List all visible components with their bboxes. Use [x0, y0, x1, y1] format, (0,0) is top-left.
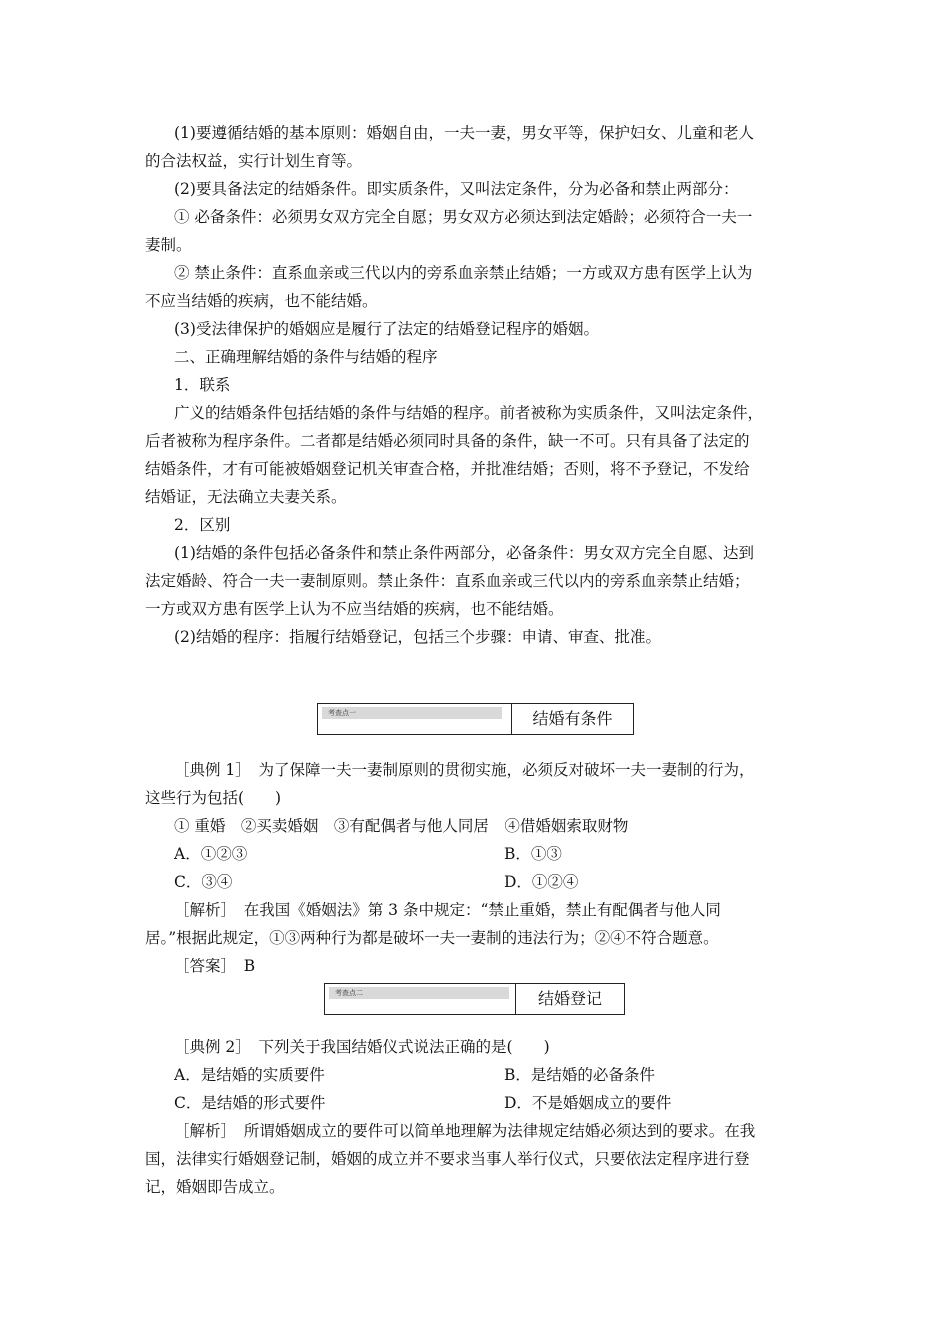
example-1-analysis: ［解析］ 在我国《婚姻法》第 3 条中规定：“禁止重婚，禁止有配偶者与他人同 — [174, 901, 721, 919]
prohibited-condition-cont: 不应当结婚的疾病，也不能结婚。 — [145, 292, 378, 310]
kaodian-1-box — [317, 703, 634, 735]
connection-para-l4: 结婚证，无法确立夫妻关系。 — [145, 488, 347, 506]
example-2-option-b: B．是结婚的必备条件 — [504, 1066, 655, 1084]
connection-para-l3: 结婚条件，才有可能被婚姻登记机关审查合格，并批准结婚；否则，将不予登记，不发给 — [145, 460, 750, 478]
example-1-question: ［典例 1］ 为了保障一夫一妻制原则的贯彻实施，必须反对破坏一夫一妻制的行为， — [174, 761, 755, 779]
procedure-para: (2)结婚的程序：指履行结婚登记，包括三个步骤：申请、审查、批准。 — [174, 628, 661, 646]
protected-marriage-item-3: (3)受法律保护的婚姻应是履行了法定的结婚登记程序的婚姻。 — [174, 320, 599, 338]
difference-para: (1)结婚的条件包括必备条件和禁止条件两部分，必备条件：男女双方完全自愿、达到 — [174, 544, 754, 562]
example-2-option-a: A．是结婚的实质要件 — [174, 1066, 325, 1084]
example-1-answer: ［答案］ B — [174, 957, 256, 975]
connection-para-l2: 后者被称为程序条件。二者都是结婚必须同时具备的条件，缺一不可。只有具备了法定的 — [145, 432, 750, 450]
example-2-option-d: D．不是婚姻成立的要件 — [504, 1094, 672, 1112]
condition-item-2: (2)要具备法定的结婚条件。即实质条件，又叫法定条件，分为必备和禁止两部分： — [174, 180, 739, 198]
kaodian-2-title: 结婚登记 — [537, 989, 602, 1008]
example-1-question-l2: 这些行为包括( ) — [145, 789, 282, 807]
section-heading: 二、正确理解结婚的条件与结婚的程序 — [174, 348, 438, 366]
example-2-option-c: C．是结婚的形式要件 — [174, 1094, 326, 1112]
required-condition-cont: 妻制。 — [145, 236, 192, 254]
kaodian-1-title: 结婚有条件 — [532, 709, 613, 728]
kaodian-2-box — [324, 983, 625, 1015]
difference-para-l3: 一方或双方患有医学上认为不应当结婚的疾病，也不能结婚。 — [145, 600, 564, 618]
principle-item-1-cont: 的合法权益，实行计划生育等。 — [145, 152, 363, 170]
example-1-option-a: A．①②③ — [174, 845, 248, 863]
prohibited-condition: ② 禁止条件：直系血亲或三代以内的旁系血亲禁止结婚；一方或双方患有医学上认为 — [174, 264, 753, 282]
example-2-analysis: ［解析］ 所谓婚姻成立的要件可以简单地理解为法律规定结婚必须达到的要求。在我 — [174, 1122, 756, 1140]
example-1-option-c: C．③④ — [174, 873, 233, 891]
example-1-option-b: B．①③ — [504, 845, 562, 863]
example-1-option-d: D．①②④ — [504, 873, 579, 891]
example-1-analysis-l2: 居。”根据此规定，①③两种行为都是破坏一夫一妻制的违法行为；②④不符合题意。 — [145, 929, 719, 947]
example-2-analysis-l2: 国，法律实行婚姻登记制，婚姻的成立并不要求当事人举行仪式，只要依法定程序进行登 — [145, 1150, 750, 1168]
kaodian-1-tag: 考查点一 — [322, 707, 502, 719]
difference-title: 2．区别 — [174, 516, 231, 534]
example-2-analysis-l3: 记，婚姻即告成立。 — [145, 1178, 285, 1196]
example-1-items: ① 重婚 ②买卖婚姻 ③有配偶者与他人同居 ④借婚姻索取财物 — [174, 817, 629, 835]
kaodian-2-tag: 考查点二 — [329, 987, 509, 999]
example-2-question: ［典例 2］ 下列关于我国结婚仪式说法正确的是( ) — [174, 1038, 550, 1056]
difference-para-l2: 法定婚龄、符合一夫一妻制原则。禁止条件：直系血亲或三代以内的旁系血亲禁止结婚； — [145, 572, 750, 590]
connection-title: 1．联系 — [174, 376, 231, 394]
principle-item-1: (1)要遵循结婚的基本原则：婚姻自由，一夫一妻，男女平等，保护妇女、儿童和老人 — [174, 124, 754, 142]
connection-para: 广义的结婚条件包括结婚的条件与结婚的程序。前者被称为实质条件，又叫法定条件， — [174, 404, 764, 422]
required-condition: ① 必备条件：必须男女双方完全自愿；男女双方必须达到法定婚龄；必须符合一夫一 — [174, 208, 753, 226]
